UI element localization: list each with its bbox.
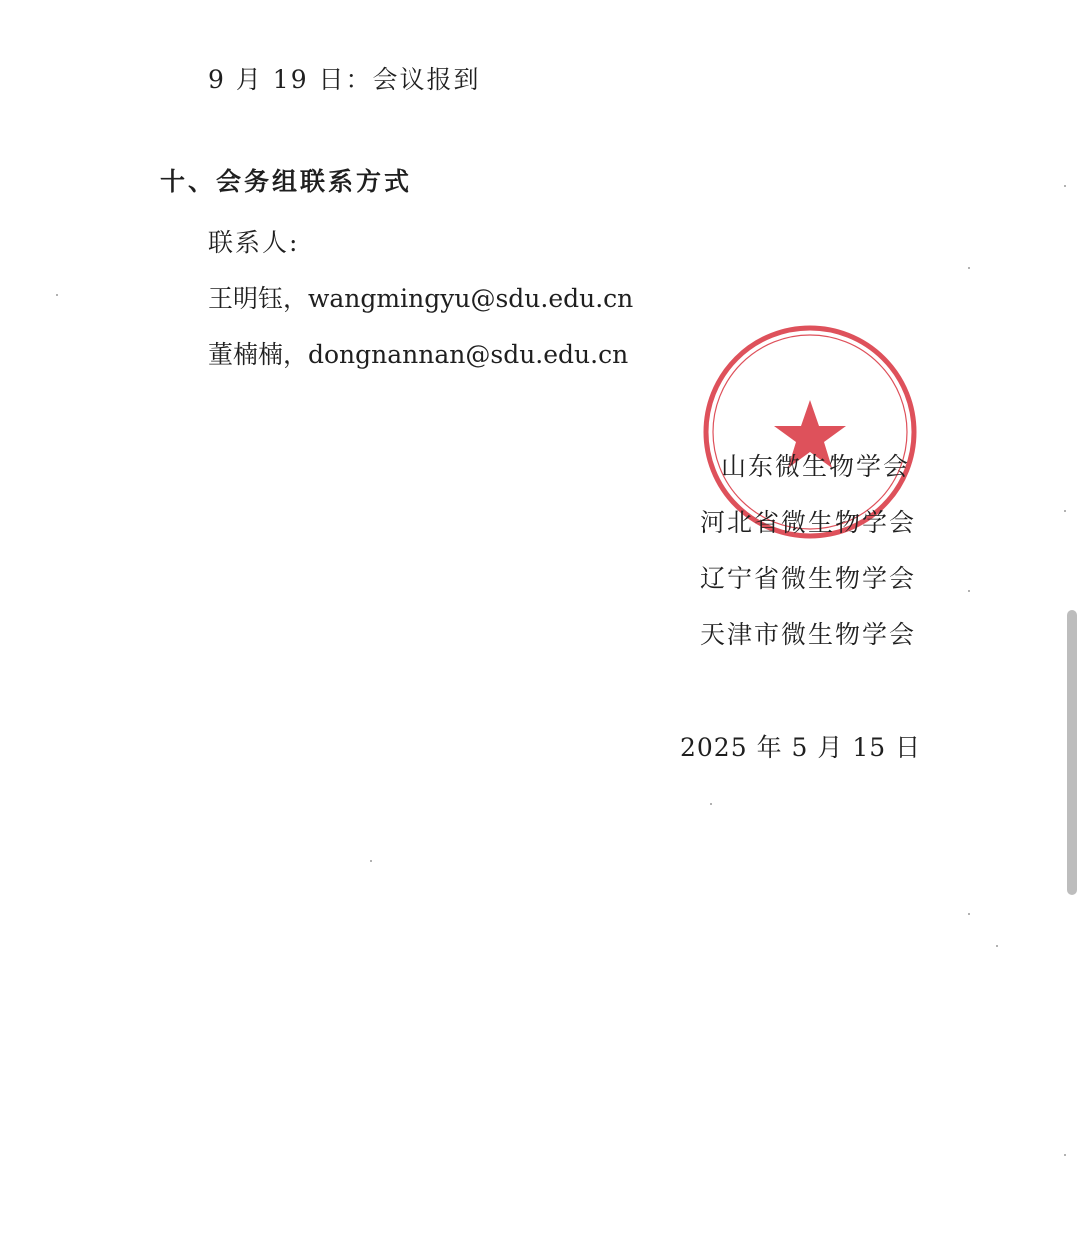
section-heading: 十、会务组联系方式	[160, 167, 413, 196]
organization-name: 天津市微生物学会	[700, 620, 917, 649]
contact-item: 王明钰，wangmingyu@sdu.edu.cn	[208, 284, 634, 313]
organization-name: 辽宁省微生物学会	[700, 564, 917, 593]
contact-item: 董楠楠，dongnannan@sdu.edu.cn	[208, 340, 629, 369]
schedule-line: 9 月 19 日：会议报到	[208, 65, 481, 94]
document-date: 2025 年 5 月 15 日	[680, 733, 922, 762]
organization-name: 河北省微生物学会	[700, 508, 917, 537]
scrollbar[interactable]	[1067, 610, 1077, 895]
contact-label: 联系人:	[208, 228, 300, 257]
organization-name: 山东微生物学会	[720, 452, 910, 481]
